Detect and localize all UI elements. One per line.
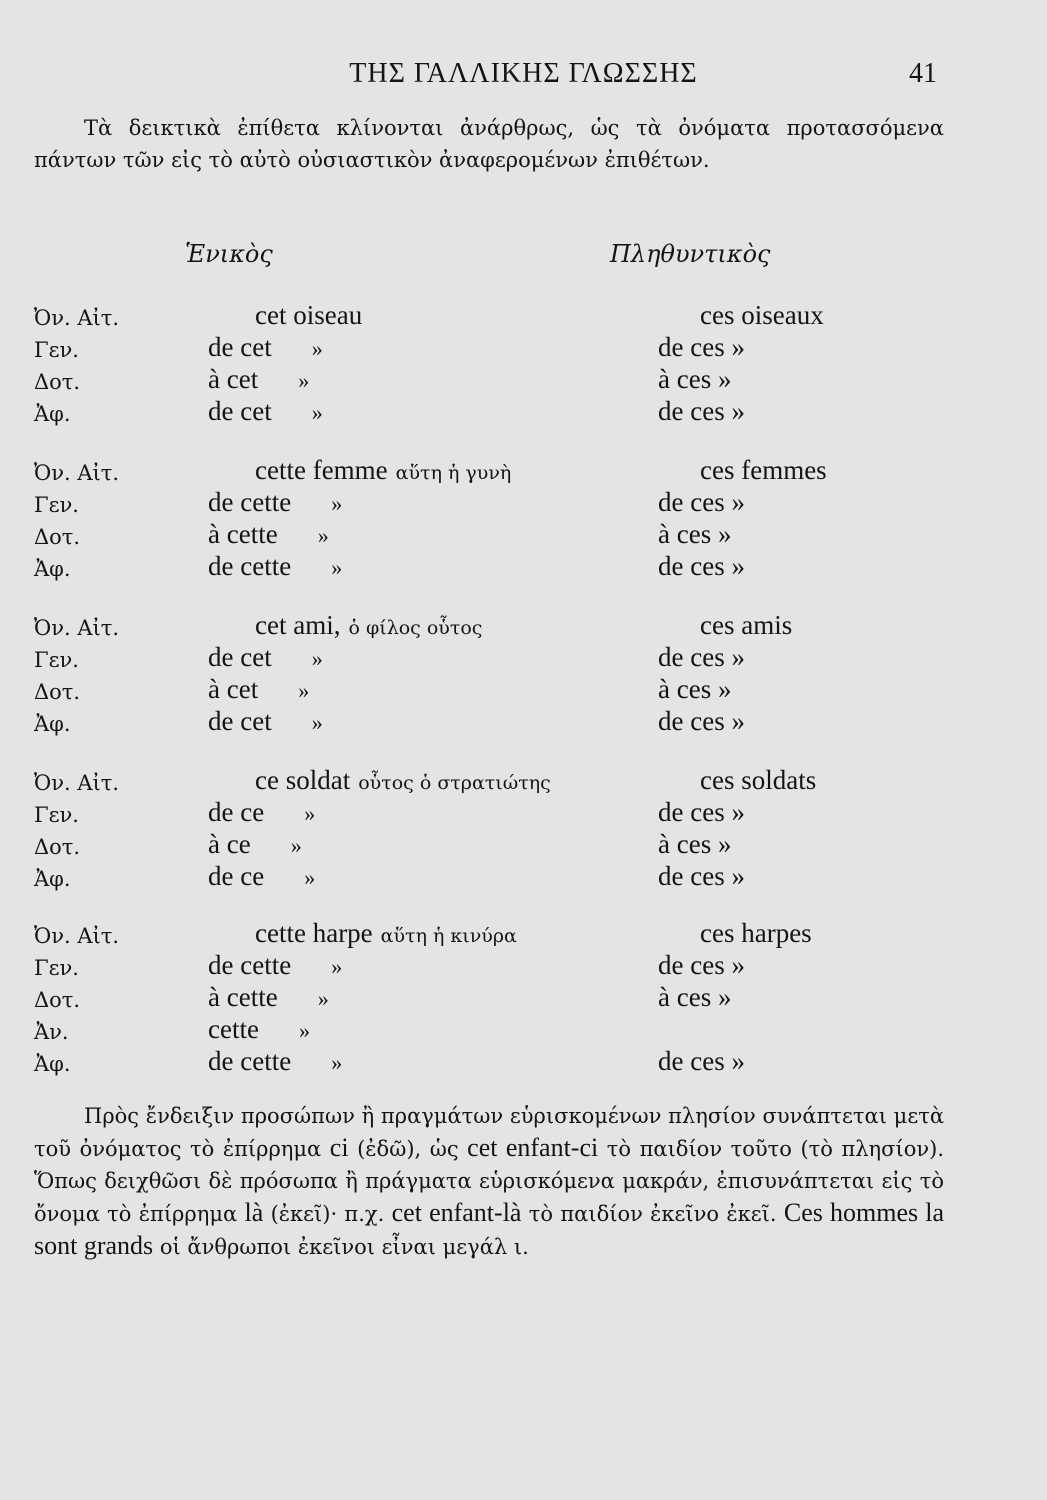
singular-text: à cet [208,364,259,394]
ditto-mark: » [331,555,343,580]
plural-form: ces femmes [700,455,827,485]
closing-text-1: Πρὸς ἔνδειξιν προσώπων ἢ πραγμάτων εὑρισκομένων πλησίον συνάπτεται μετὰ τοῦ ὀνόματος τὸ ἐπίρρημα [34,1104,944,1161]
closing-text-4: (ἐκεῖ)· π.χ. [270,1202,385,1226]
column-head-plural: Πληθυντικὸς [610,240,771,268]
singular-form [255,765,551,796]
plural-form: de ces » [658,706,745,736]
plural-form: ces soldats [700,765,817,795]
singular-text: cet ami, [255,610,341,640]
case-label: Ὀν. Αἰτ. [34,461,120,485]
singular-text: cet oiseau [255,300,363,330]
singular-form [208,950,342,981]
closing-french-5: Ces hommes la sont grands [34,1198,945,1260]
ditto-mark: » [298,368,310,393]
singular-text: de cette [208,1046,292,1076]
singular-form [255,918,517,949]
case-label: Ὀν. Αἰτ. [34,306,120,330]
ditto-mark: » [317,986,329,1011]
closing-french-4: cet enfant-là [391,1198,522,1227]
singular-text: de cet [208,396,272,426]
singular-form [208,829,302,860]
case-label: Δοτ. [34,988,81,1012]
plural-form: de ces » [658,861,745,891]
case-label: Δοτ. [34,680,81,704]
singular-form [208,1014,310,1045]
closing-text-2: (ἐδῶ), ὡς [357,1137,459,1161]
ditto-mark: » [331,954,343,979]
closing-paragraph [34,1100,944,1263]
case-label: Γεν. [34,803,79,827]
ditto-mark: » [311,710,323,735]
plural-form: ces oiseaux [700,300,824,330]
plural-form: à ces » [658,364,732,394]
closing-text-3: τὸ παιδίον τοῦτο (τὸ πλησίον). Ὅπως δειχθῶσι δὲ πρόσωπα ἢ πράγματα εὑρισκόμενα μακράν, ἐπισυνάπτεται εἰς τὸ ὄνομα τὸ ἐπίρρημα [34,1137,944,1226]
singular-form [208,396,323,427]
column-head-singular: Ἑνικὸς [185,240,273,268]
case-label: Ἀφ. [34,712,71,736]
case-label: Δοτ. [34,370,81,394]
ditto-mark: » [311,646,323,671]
closing-text-6: οἱ ἄνθρωποι ἐκεῖνοι εἶναι μεγάλ ι. [159,1235,529,1259]
closing-french-3: là [244,1198,264,1227]
intro-paragraph: Τὰ δεικτικὰ ἐπίθετα κλίνονται ἀνάρθρως, ὡς τὰ ὀνόματα προτασσόμενα πάντων τῶν εἰς τὸ αὐτὸ οὐσιαστικὸν ἀναφερομένων ἐπιθέτων. [34,116,944,172]
singular-text: de cette [208,551,292,581]
case-label: Γεν. [34,956,79,980]
ditto-mark: » [317,523,329,548]
singular-text: de cette [208,950,292,980]
singular-form [208,1046,342,1077]
case-label: Ὀν. Αἰτ. [34,616,120,640]
greek-translation: οὗτος ὁ στρατιώτης [358,772,551,794]
plural-form: à ces » [658,674,732,704]
singular-text: cette femme [255,455,388,485]
case-label: Ἀφ. [34,402,71,426]
singular-text: de cet [208,332,272,362]
ditto-mark: » [304,865,316,890]
case-label: Ἀφ. [34,1052,71,1076]
case-label: Ὀν. Αἰτ. [34,924,120,948]
singular-form [208,519,329,550]
singular-text: de cet [208,642,272,672]
plural-form: de ces » [658,332,745,362]
singular-text: à ce [208,829,251,859]
greek-translation: αὕτη ἡ γυνὴ [395,462,512,484]
singular-text: de cet [208,706,272,736]
singular-text: à cette [208,519,278,549]
ditto-mark: » [298,1018,310,1043]
singular-text: de cette [208,487,292,517]
ditto-mark: » [311,400,323,425]
case-label: Γεν. [34,648,79,672]
singular-form [208,551,342,582]
plural-form: de ces » [658,396,745,426]
ditto-mark: » [304,801,316,826]
plural-form: à ces » [658,519,732,549]
plural-form: de ces » [658,487,745,517]
case-label: Δοτ. [34,525,81,549]
plural-form: ces harpes [700,918,812,948]
singular-form [208,706,323,737]
singular-text: ce soldat [255,765,351,795]
closing-french-2: cet enfant-ci [467,1133,599,1162]
plural-form: de ces » [658,1046,745,1076]
singular-form [255,610,482,641]
plural-form: ces amis [700,610,793,640]
singular-form [208,642,323,673]
singular-text: de ce [208,797,265,827]
case-label: Ὀν. Αἰτ. [34,771,120,795]
singular-form [208,364,309,395]
case-label: Ἀν. [34,1020,69,1044]
case-label: Γεν. [34,493,79,517]
case-label: Δοτ. [34,835,81,859]
singular-text: cette [208,1014,259,1044]
plural-form: de ces » [658,950,745,980]
plural-form: de ces » [658,642,745,672]
case-label: Ἀφ. [34,867,71,891]
singular-form [208,861,315,892]
greek-translation: αὕτη ἡ κινύρα [380,925,517,947]
page-number: 41 [909,58,937,89]
singular-form [255,300,362,331]
case-label: Γεν. [34,338,79,362]
plural-form: à ces » [658,982,732,1012]
plural-form: de ces » [658,551,745,581]
ditto-mark: » [331,1050,343,1075]
singular-text: à cet [208,674,259,704]
plural-form: de ces » [658,797,745,827]
closing-text-5: τὸ παιδίον ἐκεῖνο ἐκεῖ. [528,1202,777,1226]
ditto-mark: » [311,336,323,361]
greek-translation: ὁ φίλος οὗτος [348,617,483,639]
singular-form [208,982,329,1013]
running-head: ΤΗΣ ΓΑΛΛΙΚΗΣ ΓΛΩΣΣΗΣ [349,58,698,89]
singular-form [208,674,309,705]
singular-form [208,797,315,828]
ditto-mark: » [290,833,302,858]
singular-text: de ce [208,861,265,891]
ditto-mark: » [298,678,310,703]
singular-text: cette harpe [255,918,373,948]
singular-text: à cette [208,982,278,1012]
singular-form [208,332,323,363]
plural-form: à ces » [658,829,732,859]
ditto-mark: » [331,491,343,516]
case-label: Ἀφ. [34,557,71,581]
singular-form [208,487,342,518]
singular-form [255,455,511,486]
closing-french-1: ci [329,1133,349,1162]
